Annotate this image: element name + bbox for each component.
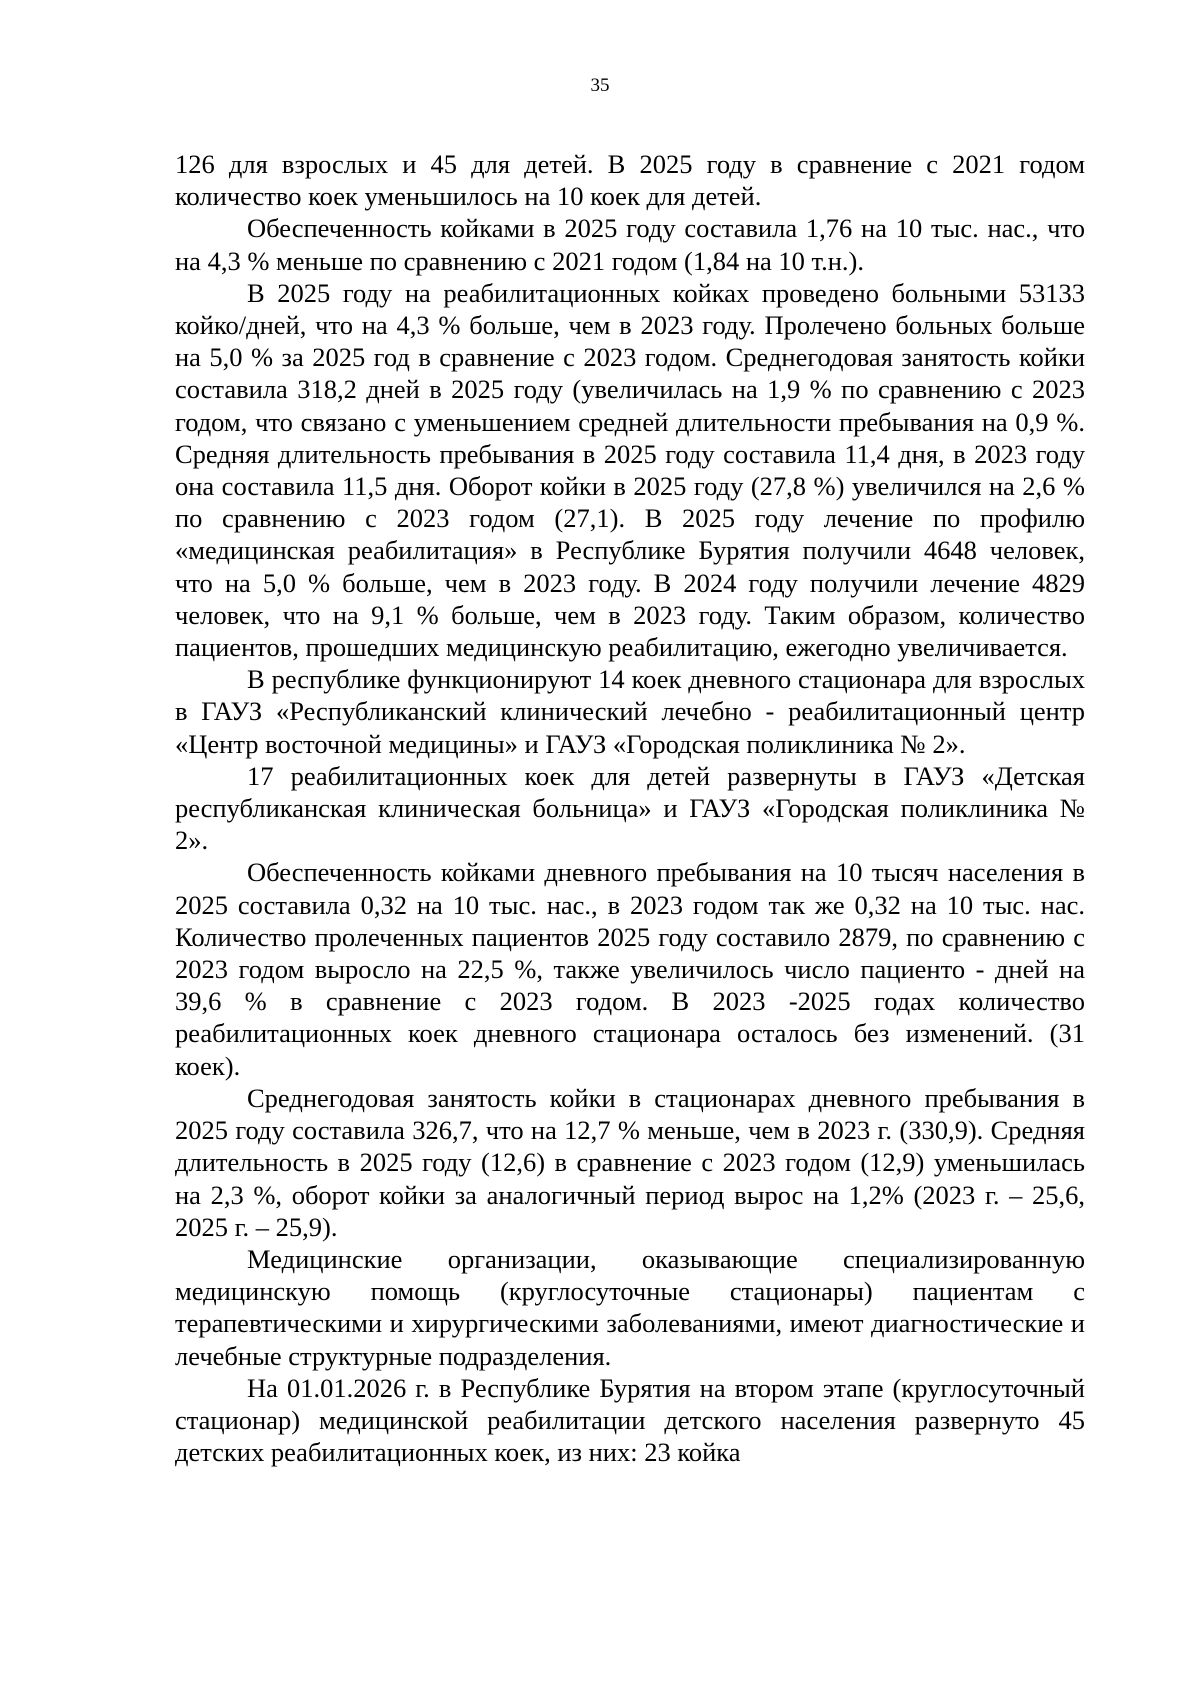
paragraph: 17 реабилитационных коек для детей развернуты в ГАУЗ «Детская республиканская клиническая больница» и ГАУЗ «Городская поликлиника № 2». xyxy=(175,760,1085,856)
paragraph: Обеспеченность койками в 2025 году составила 1,76 на 10 тыс. нас., что на 4,3 % меньше по сравнению с 2021 годом (1,84 на 10 т.н.). xyxy=(175,213,1085,276)
paragraph: В республике функционируют 14 коек дневного стационара для взрослых в ГАУЗ «Республиканский клинический лечебно - реабилитационный центр «Центр восточной медицины» и ГАУЗ «Городская поликлиника № 2». xyxy=(175,664,1085,759)
page-number: 35 xyxy=(590,75,610,96)
paragraph: 126 для взрослых и 45 для детей. В 2025 году в сравнение с 2021 годом количество коек уменьшилось на 10 коек для детей. xyxy=(175,149,1085,212)
paragraph: В 2025 году на реабилитационных койках проведено больными 53133 койко/дней, что на 4,3 % больше, чем в 2023 году. Пролечено больных больше на 5,0 % за 2025 год в сравнение с 2023 годом. Среднегодовая занятость койки составила 318,2 дней в 2025 году (увеличилась на 1,9 % по сравнению с 2023 годом, что связано с уменьшением средней длительности пребывания на 0,9 %. Средняя длительность пребывания в 2025 году составила 11,4 дня, в 2023 году она составила 11,5 дня. Оборот койки в 2025 году (27,8 %) увеличился на 2,6 % по сравнению с 2023 годом (27,1). В 2025 году лечение по профилю «медицинская реабилитация» в Республике Бурятия получили 4648 человек, что на 5,0 % больше, чем в 2023 году. В 2024 году получили лечение 4829 человек, что на 9,1 % больше, чем в 2023 году. Таким образом, количество пациентов, прошедших медицинскую реабилитацию, ежегодно увеличивается. xyxy=(175,277,1085,663)
paragraph: На 01.01.2026 г. в Республике Бурятия на втором этапе (круглосуточный стационар) медицинской реабилитации детского населения развернуто 45 детских реабилитационных коек, из них: 23 койка xyxy=(175,1372,1085,1468)
paragraph: Обеспеченность койками дневного пребывания на 10 тысяч населения в 2025 составила 0,32 на 10 тыс. нас., в 2023 годом так же 0,32 на 10 тыс. нас. Количество пролеченных пациентов 2025 году составило 2879, по сравнению с 2023 годом выросло на 22,5 %, также увеличилось число пациенто - дней на 39,6 % в сравнение с 2023 годом. В 2023 -2025 годах количество реабилитационных коек дневного стационара осталось без изменений. (31 коек). xyxy=(175,857,1085,1081)
paragraph: Медицинские организации, оказывающие специализированную медицинскую помощь (круглосуточные стационары) пациентам с терапевтическими и хирургическими заболеваниями, имеют диагностические и лечебные структурные подразделения. xyxy=(175,1243,1085,1371)
document-body xyxy=(175,148,1085,1468)
paragraph: Среднегодовая занятость койки в стационарах дневного пребывания в 2025 году составила 326,7, что на 12,7 % меньше, чем в 2023 г. (330,9). Средняя длительность в 2025 году (12,6) в сравнение с 2023 годом (12,9) уменьшилась на 2,3 %, оборот койки за аналогичный период вырос на 1,2% (2023 г. – 25,6, 2025 г. – 25,9). xyxy=(175,1082,1085,1242)
